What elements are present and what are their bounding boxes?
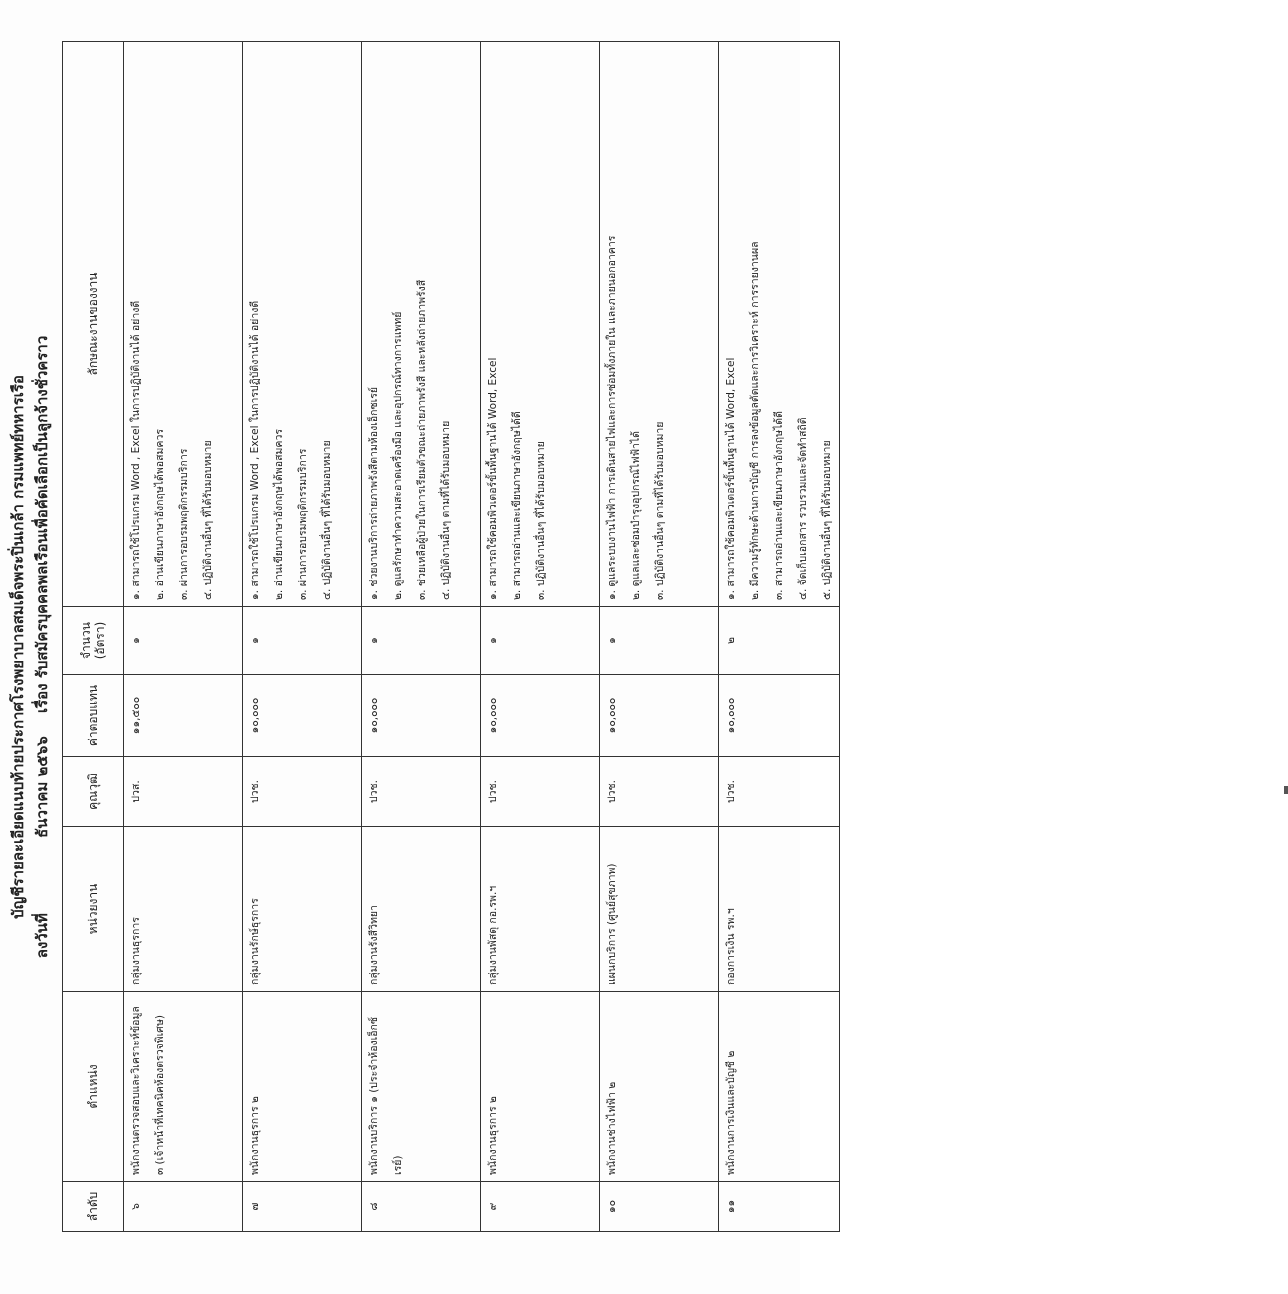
- row-qualification: ปวส.: [124, 757, 243, 827]
- col-header-count: จำนวน (อัตรา): [63, 607, 124, 675]
- row-pay: ๑๐,๐๐๐: [243, 675, 362, 757]
- duty-item: ๔. ปฏิบัติงานอื่นๆ ตามที่ได้รับมอบหมาย: [440, 420, 452, 600]
- col-header-no: ลำดับ: [63, 1182, 124, 1232]
- row-count: ๑: [243, 607, 362, 675]
- row-position: พนักงานธุรการ ๒: [243, 992, 362, 1182]
- document-title: บัญชีรายละเอียดแนบท้ายประกาศโรงพยาบาลสมเด็จพระปิ่นเกล้า กรมแพทย์ทหารเรือ: [9, 375, 27, 919]
- row-count: ๑: [600, 607, 719, 675]
- duty-item: ๕. ปฏิบัติงานอื่นๆ ที่ได้รับมอบหมาย: [821, 440, 833, 600]
- duty-item: ๓. ผ่านการอบรมพฤติกรรมบริการ: [297, 448, 309, 600]
- row-unit: กองการเงิน รพ.ฯ: [719, 827, 840, 992]
- row-duties: [481, 42, 600, 607]
- table-row: [243, 42, 362, 1232]
- duty-item: ๑. สามารถใช้คอมพิวเตอร์ขั้นพื้นฐานได้ Word, Excel: [487, 357, 499, 600]
- duty-item: ๒. ดูแลรักษาทำความสะอาดเครื่องมือ และอุปกรณ์ทางการแพทย์: [392, 311, 404, 600]
- row-pay: ๑๐,๐๐๐: [362, 675, 481, 757]
- row-position: พนักงานการเงินและบัญชี ๒: [719, 992, 840, 1182]
- duty-item: ๓. สามารถอ่านและเขียนภาษาอังกฤษได้ดี: [773, 411, 785, 600]
- table-row: [600, 42, 719, 1232]
- table-row: [719, 42, 840, 1232]
- duty-item: ๓. ช่วยเหลือผู้ป่วยในการเรียมตัวขณะถ่ายภาพรังสี และหลังถ่ายภาพรังสี: [416, 279, 428, 600]
- row-unit: กลุ่มงานพัสดุ กอ.รพ.ฯ: [481, 827, 600, 992]
- duty-item: ๔. ปฏิบัติงานอื่นๆ ที่ได้รับมอบหมาย: [202, 440, 214, 600]
- table-row: [481, 42, 600, 1232]
- duty-item: ๓. ผ่านการอบรมพฤติกรรมบริการ: [178, 448, 190, 600]
- row-count: ๑: [124, 607, 243, 675]
- col-header-duties: ลักษณะงานของงาน: [63, 42, 124, 607]
- row-number: ๖: [124, 1182, 243, 1232]
- duty-item: ๑. ช่วยงานบริการถ่ายภาพรังสีตามห้องเอ็กซเรย์: [368, 387, 380, 600]
- row-count: ๑: [362, 607, 481, 675]
- duty-item: ๓. ปฏิบัติงานอื่นๆ ที่ได้รับมอบหมาย: [535, 441, 547, 600]
- duty-item: ๔. จัดเก็บเอกสาร รวบรวมและจัดทำสถิติ: [797, 417, 809, 600]
- subject-label: เรื่อง: [33, 683, 51, 713]
- row-position: พนักงานช่างไฟฟ้า ๒: [600, 992, 719, 1182]
- row-number: ๘: [362, 1182, 481, 1232]
- row-unit: กลุ่มงานรักษ์ธุรการ: [243, 827, 362, 992]
- document-subtitle: [30, 0, 54, 1294]
- row-duties: [600, 42, 719, 607]
- row-qualification: ปวช.: [243, 757, 362, 827]
- row-duties: [124, 42, 243, 607]
- col-header-position: ตำแหน่ง: [63, 992, 124, 1182]
- row-duties: [362, 42, 481, 607]
- row-duties: [243, 42, 362, 607]
- row-unit: กลุ่มงานธุรการ: [124, 827, 243, 992]
- date-label: ลงวันที่: [33, 913, 51, 959]
- row-position: พนักงานธุรการ ๒: [481, 992, 600, 1182]
- col-header-pay: ค่าตอบแทน: [63, 675, 124, 757]
- row-count: ๑: [481, 607, 600, 675]
- duty-item: ๒. อ่านเขียนภาษาอังกฤษได้พอสมควร: [154, 429, 166, 600]
- row-qualification: ปวช.: [362, 757, 481, 827]
- row-number: ๑๐: [600, 1182, 719, 1232]
- duty-item: ๑. ดูแลระบบงานไฟฟ้า การเดินสายไฟและการซ่อมทั้งภายใน และภายนอกอาคาร: [606, 235, 618, 600]
- scan-mark: [1284, 786, 1288, 794]
- row-number: ๑๑: [719, 1182, 840, 1232]
- table-row: [124, 42, 243, 1232]
- duty-item: ๑. สามารถใช้โปรแกรม Word , Excel ในการปฏิบัติงานได้ อย่างดี: [249, 300, 261, 600]
- row-unit: แผนกบริการ (ศูนย์สุขภาพ): [600, 827, 719, 992]
- duty-item: ๑. สามารถใช้คอมพิวเตอร์ขั้นพื้นฐานได้ Word, Excel: [725, 357, 737, 600]
- row-pay: ๑๐,๐๐๐: [719, 675, 840, 757]
- duty-item: ๔. ปฏิบัติงานอื่นๆ ที่ได้รับมอบหมาย: [321, 440, 333, 600]
- row-number: ๗: [243, 1182, 362, 1232]
- row-pay: ๑๐,๐๐๐: [481, 675, 600, 757]
- duty-item: ๑. สามารถใช้โปรแกรม Word , Excel ในการปฏิบัติงานได้ อย่างดี: [130, 300, 142, 600]
- row-count: ๒: [719, 607, 840, 675]
- row-qualification: ปวช.: [481, 757, 600, 827]
- positions-table: [62, 41, 840, 1232]
- table-header-row: [63, 42, 124, 1232]
- row-pay: ๑๑,๕๐๐: [124, 675, 243, 757]
- row-position: พนักงานบริการ ๑ (ประจำห้องเอ็กซ์เรย์): [362, 992, 481, 1182]
- row-pay: ๑๐,๐๐๐: [600, 675, 719, 757]
- duty-item: ๒. อ่านเขียนภาษาอังกฤษได้พอสมควร: [273, 429, 285, 600]
- row-duties: [719, 42, 840, 607]
- row-position: พนักงานตรวจสอบและวิเคราะห์ข้อมูล ๓ (เจ้าหน้าที่เทคนิคห้องตรวจพิเศษ): [124, 992, 243, 1182]
- duty-item: ๒. มีความรู้ทักษะด้านการบัญชี การลงข้อมูลตัดและการวิเคราะห์ การรายงานผล: [749, 241, 761, 600]
- date-value: ธันวาคม ๒๕๖๖: [33, 736, 51, 838]
- table-row: [362, 42, 481, 1232]
- duty-item: ๒. ดูแลและซ่อมบำรุงอุปกรณ์ไฟฟ้าได้: [630, 431, 642, 600]
- duty-item: ๓. ปฏิบัติงานอื่นๆ ตามที่ได้รับมอบหมาย: [654, 421, 666, 600]
- row-unit: กลุ่มงานรังสีวิทยา: [362, 827, 481, 992]
- row-number: ๙: [481, 1182, 600, 1232]
- row-qualification: ปวช.: [719, 757, 840, 827]
- subject-value: รับสมัครบุคคลพลเรือนเพื่อคัดเลือกเป็นลูกจ้างชั่วคราว: [33, 335, 51, 679]
- duty-item: ๒. สามารถอ่านและเขียนภาษาอังกฤษได้ดี: [511, 411, 523, 600]
- col-header-qualification: คุณวุฒิ: [63, 757, 124, 827]
- col-header-unit: หน่วยงาน: [63, 827, 124, 992]
- row-qualification: ปวช.: [600, 757, 719, 827]
